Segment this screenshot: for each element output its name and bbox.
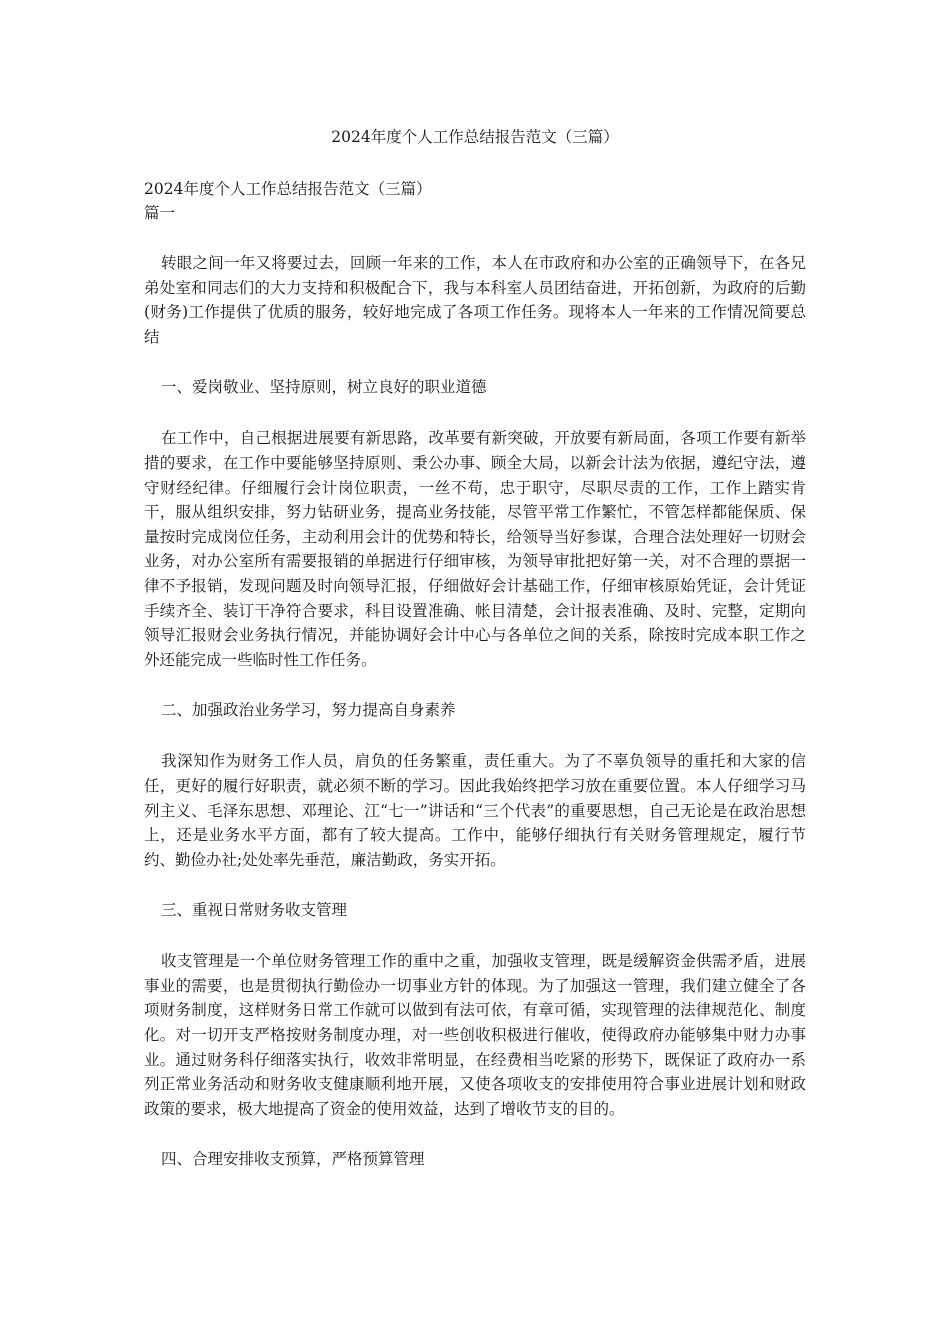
- section-heading-3: 三、重视日常财务收支管理: [161, 901, 348, 920]
- part-label: 篇一: [144, 203, 176, 222]
- section-body-1: 在工作中，自己根据进展要有新思路，改革要有新突破，开放要有新局面，各项工作要有新举措的要求，在工作中要能够坚持原则、秉公办事、顾全大局，以新会计法为依据，遵纪守法，遵守财经纪律。仔细履行会计岗位职责，一丝不苟，忠于职守，尽职尽责的工作，工作上踏实肯干，服从组织安排，努力钻研业务，提高业务技能，尽管平常工作繁忙，不管怎样都能保质、保量按时完成岗位任务，主动利用会计的优势和特长，给领导当好参谋，合理合法处理好一切财会业务，对办公室所有需要报销的单据进行仔细审核，为领导审批把好第一关，对不合理的票据一律不予报销，发现问题及时向领导汇报，仔细做好会计基础工作，仔细审核原始凭证，会计凭证手续齐全、装订干净符合要求，科目设置准确、帐目清楚，会计报表准确、及时、完整，定期向领导汇报财会业务执行情况，并能协调好会计中心与各单位之间的关系，除按时完成本职工作之外还能完成一些临时性工作任务。: [144, 429, 806, 669]
- document-body: [144, 178, 806, 1171]
- document-subtitle: 2024年度个人工作总结报告范文（三篇）: [144, 180, 432, 198]
- section-heading-4: 四、合理安排收支预算，严格预算管理: [161, 1150, 425, 1169]
- section-body-2: 我深知作为财务工作人员，肩负的任务繁重，责任重大。为了不辜负领导的重托和大家的信任，更好的履行好职责，就必须不断的学习。因此我始终把学习放在重要位置。本人仔细学习马列主义、毛泽东思想、邓理论、江“七一”讲话和“三个代表”的重要思想，自己无论是在政治思想上，还是业务水平方面，都有了较大提高。工作中，能够仔细执行有关财务管理规定，履行节约、勤俭办社;处处率先垂范，廉洁勤政，务实开拓。: [144, 752, 806, 869]
- section-body-3: 收支管理是一个单位财务管理工作的重中之重，加强收支管理，既是缓解资金供需矛盾，进展事业的需要，也是贯彻执行勤俭办一切事业方针的体现。为了加强这一管理，我们建立健全了各项财务制度，这样财务日常工作就可以做到有法可依，有章可循，实现管理的法律规范化、制度化。对一切开支严格按财务制度办理，对一些创收积极进行催收，使得政府办能够集中财力办事业。通过财务科仔细落实执行，收效非常明显，在经费相当吃紧的形势下，既保证了政府办一系列正常业务活动和财务收支健康顺利地开展，又使各项收支的安排使用符合事业进展计划和财政政策的要求，极大地提高了资金的使用效益，达到了增收节支的目的。: [144, 952, 806, 1118]
- section-heading-1: 一、爱岗敬业、坚持原则，树立良好的职业道德: [161, 378, 487, 397]
- section-heading-2: 二、加强政治业务学习，努力提高自身素养: [161, 701, 456, 720]
- document-title: 2024年度个人工作总结报告范文（三篇）: [331, 128, 619, 146]
- intro-paragraph: 转眼之间一年又将要过去，回顾一年来的工作，本人在市政府和办公室的正确领导下，在各兄弟处室和同志们的大力支持和积极配合下，我与本科室人员团结奋进，开拓创新，为政府的后勤(财务)工作提供了优质的服务，较好地完成了各项工作任务。现将本人一年来的工作情况简要总结: [144, 254, 806, 346]
